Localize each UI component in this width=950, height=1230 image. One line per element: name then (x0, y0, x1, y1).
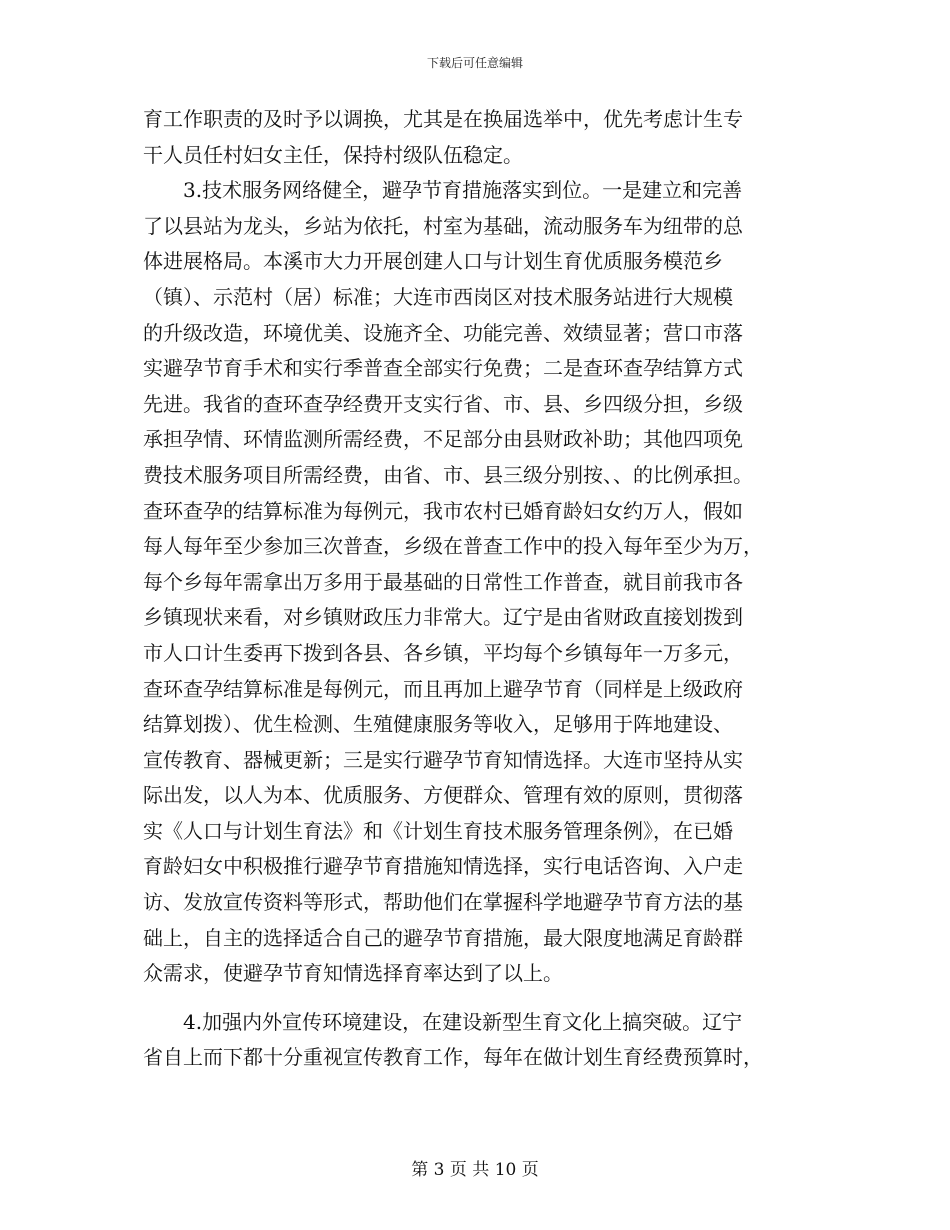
text-line: 先进。我省的查环查孕经费开支实行省、市、县、乡四级分担，乡级 (143, 391, 743, 416)
text-line: 础上，自主的选择适合自己的避孕节育措施，最大限度地满足育龄群 (143, 925, 743, 950)
text-line: 省自上而下都十分重视宣传教育工作，每年在做计划生育经费预算时， (143, 1045, 763, 1070)
text-line: 访、发放宣传资料等形式，帮助他们在掌握科学地避孕节育方法的基 (143, 890, 743, 915)
text-line: 3.技术服务网络健全，避孕节育措施落实到位。一是建立和完善 (183, 178, 743, 203)
text-line: 结算划拨）、优生检测、生殖健康服务等收入，足够用于阵地建设、 (143, 712, 733, 737)
text-line: （镇）、示范村（居）标准；大连市西岗区对技术服务站进行大规模 (143, 284, 733, 309)
text-line: 宣传教育、器械更新；三是实行避孕节育知情选择。大连市坚持从实 (143, 747, 743, 772)
text-line: 乡镇现状来看，对乡镇财政压力非常大。辽宁是由省财政直接划拨到 (143, 605, 743, 630)
text-line: 承担孕情、环情监测所需经费，不足部分由县财政补助；其他四项免 (143, 427, 743, 452)
text-line: 体进展格局。本溪市大力开展创建人口与计划生育优质服务模范乡 (143, 249, 723, 274)
text-line: 育工作职责的及时予以调换，尤其是在换届选举中，优先考虑计生专 (143, 107, 743, 131)
text-line: 干人员任村妇女主任，保持村级队伍稳定。 (143, 142, 523, 167)
text-line: 实避孕节育手术和实行季普查全部实行免费；二是查环查孕结算方式 (143, 356, 743, 381)
text-line: 费技术服务项目所需经费，由省、市、县三级分别按、、的比例承担。 (143, 462, 753, 487)
text-line: 众需求，使避孕节育知情选择育率达到了以上。 (143, 961, 563, 986)
text-line: 了以县站为龙头，乡站为依托，村室为基础，流动服务车为纽带的总 (143, 213, 743, 238)
text-line: 查环查孕结算标准是每例元，而且再加上避孕节育（同样是上级政府 (143, 676, 743, 701)
text-line: 每个乡每年需拿出万多用于最基础的日常性工作普查，就目前我市各 (143, 569, 743, 594)
text-line: 4.加强内外宣传环境建设，在建设新型生育文化上搞突破。辽宁 (183, 1009, 743, 1034)
text-line: 际出发，以人为本、优质服务、方便群众、管理有效的原则，贯彻落 (143, 783, 743, 808)
page-number: 第 3 页 共 10 页 (411, 1160, 539, 1180)
document-body (143, 102, 807, 1076)
page-header-note: 下载后可任意编辑 (426, 56, 523, 70)
text-line: 的升级改造，环境优美、设施齐全、功能完善、效绩显著；营口市落 (143, 320, 743, 345)
text-line: 查环查孕的结算标准为每例元，我市农村已婚育龄妇女约万人，假如 (143, 498, 743, 523)
text-line: 市人口计生委再下拨到各县、各乡镇，平均每个乡镇每年一万多元， (143, 640, 743, 665)
text-line: 实《人口与计划生育法》和《计划生育技术服务管理条例》，在已婚 (143, 818, 733, 843)
text-line: 每人每年至少参加三次普查，乡级在普查工作中的投入每年至少为万， (143, 534, 763, 559)
text-line: 育龄妇女中积极推行避孕节育措施知情选择，实行电话咨询、入户走 (143, 854, 743, 879)
